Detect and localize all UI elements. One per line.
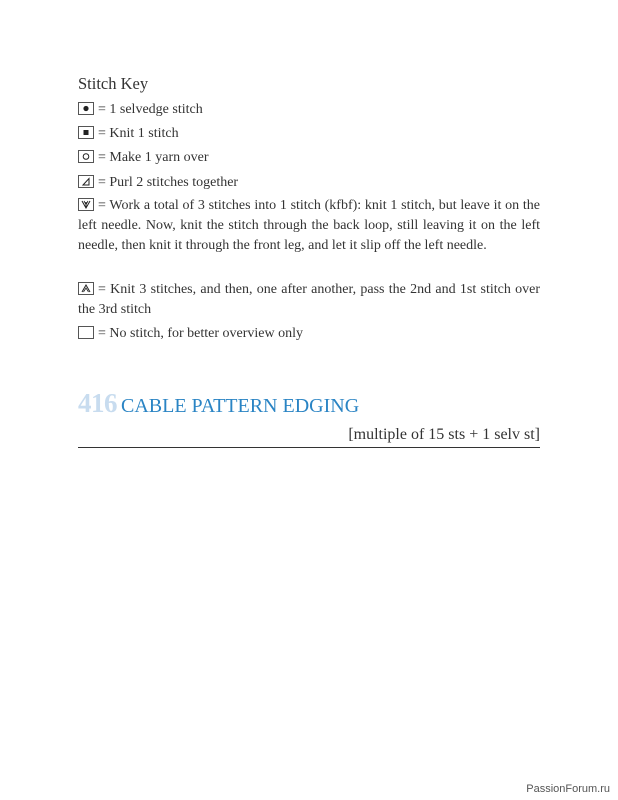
key-item-text: = Knit 3 stitches, and then, one after another, pass the 2nd and 1st stitch over the 3rd stitch	[78, 282, 540, 317]
open-circle-icon	[78, 150, 94, 163]
key-item-selvedge	[78, 100, 540, 120]
watermark: PassionForum.ru	[526, 783, 610, 795]
key-item-purl-two-together	[78, 173, 540, 193]
section-name: CABLE PATTERN EDGING	[121, 395, 360, 417]
stitch-key-heading: Stitch Key	[78, 74, 149, 93]
purl-two-together-icon	[78, 175, 94, 188]
key-item-knit	[78, 124, 540, 144]
kfbf-increase-icon	[78, 198, 94, 211]
key-item-text: = No stitch, for better overview only	[98, 326, 304, 341]
key-item-pass-over	[78, 280, 540, 320]
section-title	[78, 388, 359, 419]
key-item-text: = Purl 2 stitches together	[98, 175, 239, 190]
key-item-no-stitch	[78, 324, 540, 344]
key-item-text: = Work a total of 3 stitches into 1 stitch (kfbf): knit 1 stitch, but leave it on the left needle. Now, knit the stitch through the back loop, still leaving it on the left needle, then knit it through the front leg, and let it slip off the left needle.	[78, 198, 540, 253]
key-item-text: = Make 1 yarn over	[98, 150, 209, 165]
section-subtitle: [multiple of 15 sts + 1 selv st]	[348, 426, 540, 443]
filled-circle-icon	[78, 102, 94, 115]
key-item-text: = Knit 1 stitch	[98, 126, 179, 141]
empty-box-icon	[78, 326, 94, 339]
key-item-text: = 1 selvedge stitch	[98, 102, 203, 117]
filled-square-icon	[78, 126, 94, 139]
section-divider	[78, 447, 540, 448]
pass-over-icon	[78, 282, 94, 295]
key-item-yarn-over	[78, 148, 540, 168]
section-number: 416	[78, 388, 117, 418]
key-item-kfbf	[78, 196, 540, 256]
